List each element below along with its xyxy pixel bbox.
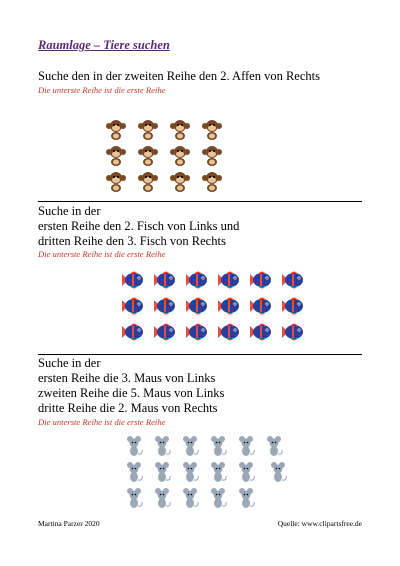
fish-icon	[184, 268, 208, 292]
monkey-icon	[168, 144, 192, 168]
fish-icon	[248, 320, 272, 344]
mouse-icon	[234, 486, 258, 510]
task-3-line: zweiten Reihe die 5. Maus von Links	[38, 386, 225, 400]
monkey-icon	[200, 118, 224, 142]
mouse-icon	[206, 434, 230, 458]
fish-icon	[248, 268, 272, 292]
fish-icon	[152, 268, 176, 292]
section-divider	[38, 201, 362, 202]
fish-icon	[216, 268, 240, 292]
mouse-icon	[234, 434, 258, 458]
mouse-icon	[122, 486, 146, 510]
mouse-icon	[122, 460, 146, 484]
page-title: Raumlage – Tiere suchen	[38, 38, 170, 52]
monkey-icon	[136, 118, 160, 142]
footer-author: Martina Parzer 2020	[38, 519, 100, 528]
task-3-line: Suche in der	[38, 356, 101, 370]
footer-source: Quelle: www.clipartsfree.de	[277, 519, 362, 528]
task-3-note: Die unterste Reihe ist die erste Reihe	[38, 417, 166, 427]
mouse-icon	[178, 460, 202, 484]
task-2-line: ersten Reihe den 2. Fisch von Links und	[38, 219, 240, 233]
mouse-icon	[150, 460, 174, 484]
task-3-line: dritte Reihe die 2. Maus von Rechts	[38, 401, 218, 415]
fish-icon	[152, 294, 176, 318]
task-3-text	[38, 356, 224, 416]
monkey-icon	[104, 118, 128, 142]
fish-icon	[120, 294, 144, 318]
monkey-icon	[104, 170, 128, 194]
task-2-line: dritten Reihe den 3. Fisch von Rechts	[38, 234, 226, 248]
monkey-icon	[168, 170, 192, 194]
monkey-icon	[104, 144, 128, 168]
task-3-line: ersten Reihe die 3. Maus von Links	[38, 371, 216, 385]
mouse-icon	[178, 486, 202, 510]
fish-icon	[280, 320, 304, 344]
fish-icon	[280, 268, 304, 292]
mouse-icon	[206, 460, 230, 484]
monkey-icon	[200, 170, 224, 194]
fish-icon	[216, 320, 240, 344]
mouse-icon	[150, 486, 174, 510]
fish-icon	[216, 294, 240, 318]
fish-icon	[184, 294, 208, 318]
fish-icon	[184, 320, 208, 344]
task-1-text	[38, 69, 320, 84]
fish-icon	[120, 268, 144, 292]
fish-icon	[280, 294, 304, 318]
task-2-line: Suche in der	[38, 204, 101, 218]
monkey-icon	[200, 144, 224, 168]
mouse-icon	[122, 434, 146, 458]
mouse-icon	[262, 434, 286, 458]
fish-icon	[248, 294, 272, 318]
monkey-icon	[136, 170, 160, 194]
task-2-note: Die unterste Reihe ist die erste Reihe	[38, 249, 166, 259]
mouse-icon	[178, 434, 202, 458]
mouse-icon	[266, 460, 290, 484]
mouse-icon	[206, 486, 230, 510]
task-1-line: Suche den in der zweiten Reihe den 2. Affen von Rechts	[38, 69, 320, 83]
mouse-icon	[150, 434, 174, 458]
task-2-text	[38, 204, 239, 249]
monkey-icon	[168, 118, 192, 142]
section-divider	[38, 354, 362, 355]
mouse-icon	[234, 460, 258, 484]
monkey-icon	[136, 144, 160, 168]
fish-icon	[152, 320, 176, 344]
task-1-note: Die unterste Reihe ist die erste Reihe	[38, 85, 166, 95]
fish-icon	[120, 320, 144, 344]
